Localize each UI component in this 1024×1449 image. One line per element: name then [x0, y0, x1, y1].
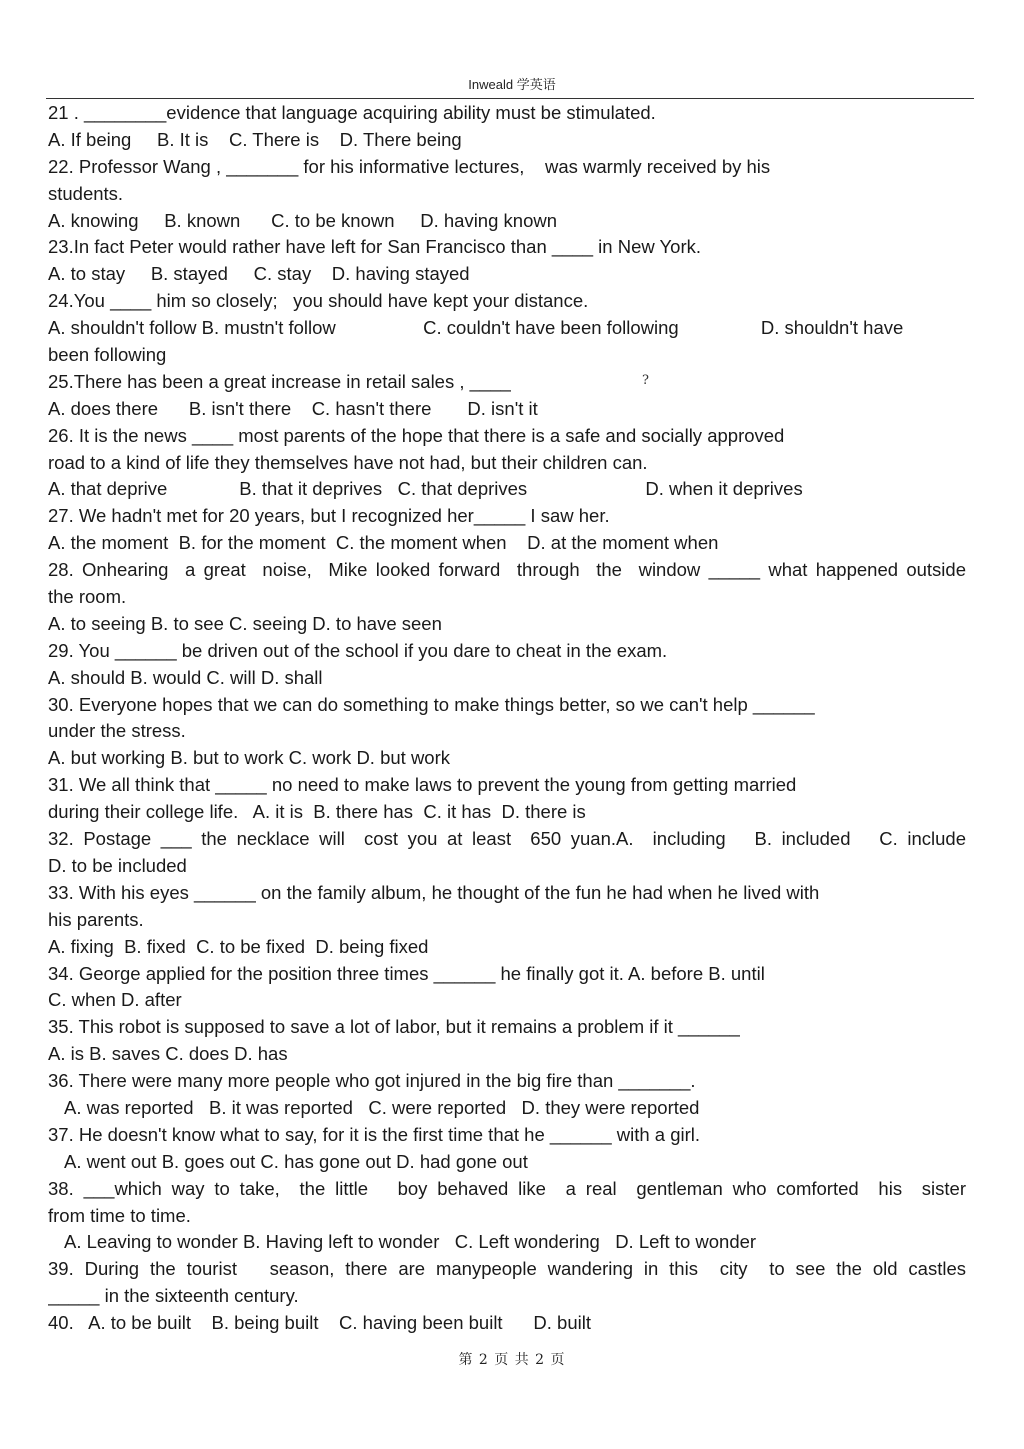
question-30-stem: 30. Everyone hopes that we can do something to make things better, so we can't help ______	[48, 693, 815, 715]
question-37-options: A. went out B. goes out C. has gone out D. had gone out	[64, 1150, 528, 1172]
question-24-stem: 24.You ____ him so closely; you should have kept your distance.	[48, 290, 589, 312]
question-31-stem: 31. We all think that _____ no need to make laws to prevent the young from getting married	[48, 774, 797, 796]
question-28-stem-cont: the room.	[48, 586, 127, 608]
question-25-options: A. does there B. isn't there C. hasn't there D. isn't it	[48, 397, 538, 419]
question-25-stem: 25.There has been a great increase in retail sales , ____	[48, 370, 511, 392]
question-37-stem: 37. He doesn't know what to say, for it is the first time that he ______ with a girl.	[48, 1123, 701, 1145]
question-26-stem: 26. It is the news ____ most parents of the hope that there is a safe and socially approved	[48, 424, 785, 446]
question-29-options: A. should B. would C. will D. shall	[48, 666, 323, 688]
question-34-options-cont: C. when D. after	[48, 989, 182, 1011]
question-21-options: A. If being B. It is C. There is D. There being	[48, 128, 462, 150]
question-39-stem-cont: _____ in the sixteenth century.	[48, 1285, 299, 1307]
question-38-options: A. Leaving to wonder B. Having left to wonder C. Left wondering D. Left to wonder	[64, 1231, 757, 1253]
question-27-options: A. the moment B. for the moment C. the moment when D. at the moment when	[48, 532, 719, 554]
question-39-stem: 39. During the tourist season, there are manypeople wandering in this city to see the old castles	[48, 1258, 966, 1280]
question-30-stem-cont: under the stress.	[48, 720, 186, 742]
question-24-options: A. shouldn't follow B. mustn't follow C. couldn't have been following D. shouldn't have	[48, 317, 904, 339]
question-22-options: A. knowing B. known C. to be known D. having known	[48, 209, 558, 231]
question-31-stem-options: during their college life. A. it is B. there has C. it has D. there is	[48, 801, 586, 823]
question-26-options: A. that deprive B. that it deprives C. that deprives D. when it deprives	[48, 478, 803, 500]
question-28-stem: 28. Onhearing a great noise, Mike looked forward through the window _____ what happened outside	[48, 559, 966, 581]
question-36-stem: 36. There were many more people who got injured in the big fire than _______.	[48, 1070, 696, 1092]
question-40-options: 40. A. to be built B. being built C. having been built D. built	[48, 1312, 591, 1334]
question-21-stem: 21 . ________evidence that language acquiring ability must be stimulated.	[48, 102, 656, 123]
question-38-stem-cont: from time to time.	[48, 1204, 191, 1226]
question-24-options-cont: been following	[48, 344, 167, 366]
question-34-stem-options: 34. George applied for the position three times ______ he finally got it. A. before B. until	[48, 962, 765, 984]
question-35-stem: 35. This robot is supposed to save a lot of labor, but it remains a problem if it ______	[48, 1016, 740, 1038]
question-27-stem: 27. We hadn't met for 20 years, but I recognized her_____ I saw her.	[48, 505, 610, 527]
page-footer-number: 第 2 页 共 2 页	[458, 1352, 566, 1368]
question-22-stem: 22. Professor Wang , _______ for his informative lectures, was warmly received by his	[48, 155, 771, 177]
question-35-options: A. is B. saves C. does D. has	[48, 1043, 288, 1065]
question-list	[48, 100, 966, 1337]
question-26-stem-cont: road to a kind of life they themselves have not had, but their children can.	[48, 451, 648, 473]
page-header-title: Inweald 学英语	[468, 77, 556, 92]
question-33-stem: 33. With his eyes ______ on the family album, he thought of the fun he had when he lived with	[48, 881, 820, 903]
stray-question-mark: ?	[642, 373, 649, 388]
question-23-options: A. to stay B. stayed C. stay D. having stayed	[48, 263, 470, 285]
question-28-options: A. to seeing B. to see C. seeing D. to have seen	[48, 612, 442, 634]
question-29-stem: 29. You ______ be driven out of the school if you dare to cheat in the exam.	[48, 639, 668, 661]
header-divider	[46, 98, 974, 99]
question-33-options: A. fixing B. fixed C. to be fixed D. being fixed	[48, 935, 429, 957]
question-36-options: A. was reported B. it was reported C. were reported D. they were reported	[64, 1096, 700, 1118]
question-32-stem-options: 32. Postage ___ the necklace will cost you at least 650 yuan.A. including B. included C. include	[48, 828, 966, 850]
question-38-stem: 38. ___which way to take, the little boy behaved like a real gentleman who comforted his sister	[48, 1177, 966, 1199]
question-33-stem-cont: his parents.	[48, 908, 144, 930]
question-32-options-cont: D. to be included	[48, 854, 187, 876]
question-23-stem: 23.In fact Peter would rather have left for San Francisco than ____ in New York.	[48, 236, 702, 258]
question-22-stem-cont: students.	[48, 182, 124, 204]
question-30-options: A. but working B. but to work C. work D. but work	[48, 747, 451, 769]
